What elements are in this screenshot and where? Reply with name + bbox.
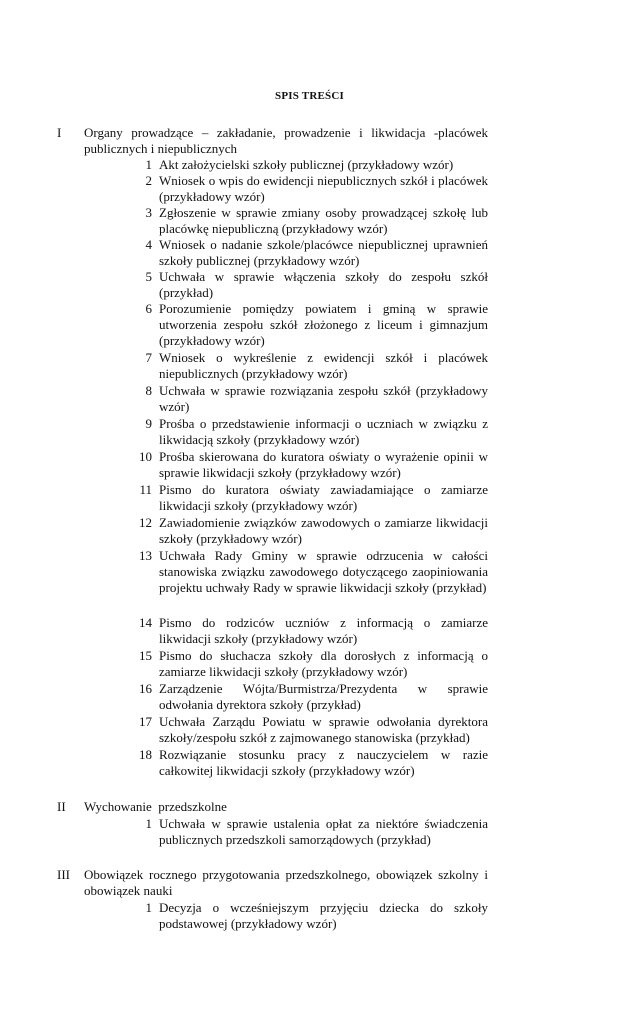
item-text: Wniosek o wpis do ewidencji niepublicznych szkół i placówek (przykładowy wzór) — [159, 173, 488, 204]
section-title: Wychowanie przedszkolne — [84, 799, 227, 814]
item-text: Uchwała w sprawie rozwiązania zespołu szkół (przykładowy wzór) — [159, 383, 488, 414]
toc-item — [130, 173, 488, 205]
item-text: Uchwała w sprawie włączenia szkoły do zespołu szkół (przykład) — [159, 269, 488, 300]
item-text: Pismo do rodziców uczniów z informacją o zamiarze likwidacji szkoły (przykładowy wzór) — [159, 615, 488, 646]
item-text: Zgłoszenie w sprawie zmiany osoby prowadzącej szkołę lub placówkę niepubliczną (przykładowy wzór) — [159, 205, 488, 236]
item-number: 18 — [139, 747, 152, 762]
toc-item — [130, 383, 488, 415]
item-number: 1 — [145, 157, 152, 172]
item-text: Zawiadomienie związków zawodowych o zamiarze likwidacji szkoły (przykładowy wzór) — [159, 515, 488, 546]
toc-item — [130, 416, 488, 448]
item-number: 2 — [145, 173, 152, 188]
item-text: Wniosek o wykreślenie z ewidencji szkół i placówek niepublicznych (przykładowy wzór) — [159, 350, 488, 381]
item-text: Uchwała w sprawie ustalenia opłat za niektóre świadczenia publicznych przedszkoli samorządowych (przykład) — [159, 816, 488, 847]
item-text: Prośba skierowana do kuratora oświaty o wyrażenie opinii w sprawie likwidacji szkoły (przykładowy wzór) — [159, 449, 488, 480]
item-text: Wniosek o nadanie szkole/placówce niepublicznej uprawnień szkoły publicznej (przykładowy wzór) — [159, 237, 488, 268]
item-number: 4 — [145, 237, 152, 252]
item-number: 1 — [145, 816, 152, 831]
toc-item — [130, 900, 488, 932]
item-number: 15 — [139, 648, 152, 663]
item-text: Pismo do słuchacza szkoły dla dorosłych z informacją o zamiarze likwidacji szkoły (przykładowy wzór) — [159, 648, 488, 679]
toc-item — [130, 747, 488, 779]
item-number: 11 — [139, 482, 152, 497]
item-number: 3 — [145, 205, 152, 220]
item-number: 16 — [139, 681, 152, 696]
item-number: 9 — [145, 416, 152, 431]
item-number: 13 — [139, 548, 152, 563]
section-number: II — [57, 799, 66, 814]
item-number: 1 — [145, 900, 152, 915]
item-number: 14 — [139, 615, 152, 630]
item-text: Rozwiązanie stosunku pracy z nauczycielem w razie całkowitej likwidacji szkoły (przykładowy wzór) — [159, 747, 488, 778]
toc-item — [130, 548, 488, 596]
item-number: 8 — [145, 383, 152, 398]
section-number: III — [57, 867, 70, 882]
toc-item — [130, 615, 488, 647]
section-title: Organy prowadzące – zakładanie, prowadzenie i likwidacja -placówek publicznych i niepublicznych — [84, 125, 488, 156]
page-title: SPIS TREŚCI — [275, 90, 344, 102]
toc-item — [130, 449, 488, 481]
item-text: Porozumienie pomiędzy powiatem i gminą w sprawie utworzenia zespołu szkół złożonego z liceum i gimnazjum (przykładowy wzór) — [159, 301, 488, 348]
item-number: 5 — [145, 269, 152, 284]
toc-item — [130, 816, 488, 848]
item-number: 12 — [139, 515, 152, 530]
item-number: 6 — [145, 301, 152, 316]
toc-item — [130, 648, 488, 680]
section-title: Obowiązek rocznego przygotowania przedszkolnego, obowiązek szkolny i obowiązek nauki — [84, 867, 488, 898]
item-text: Uchwała Rady Gminy w sprawie odrzucenia w całości stanowiska związku zawodowego dotyczącego zaopiniowania projektu uchwały Rady w sprawie likwidacji szkoły (przykład) — [159, 548, 488, 595]
item-number: 17 — [139, 714, 152, 729]
item-text: Akt założycielski szkoły publicznej (przykładowy wzór) — [159, 157, 454, 172]
toc-item — [130, 205, 488, 237]
toc-item — [130, 681, 488, 713]
section-number: I — [57, 125, 62, 140]
item-text: Uchwała Zarządu Powiatu w sprawie odwołania dyrektora szkoły/zespołu szkół z zajmowanego stanowiska (przykład) — [159, 714, 488, 745]
toc-item — [130, 350, 488, 382]
toc-item — [130, 714, 488, 746]
toc-item — [130, 515, 488, 547]
item-number: 7 — [145, 350, 152, 365]
toc-item — [130, 157, 488, 173]
item-number: 10 — [139, 449, 152, 464]
item-text: Zarządzenie Wójta/Burmistrza/Prezydenta w sprawie odwołania dyrektora szkoły (przykład) — [159, 681, 488, 712]
item-text: Prośba o przedstawienie informacji o uczniach w związku z likwidacją szkoły (przykładowy wzór) — [159, 416, 488, 447]
toc-item — [130, 301, 488, 349]
toc-item — [130, 269, 488, 301]
item-text: Decyzja o wcześniejszym przyjęciu dziecka do szkoły podstawowej (przykładowy wzór) — [159, 900, 488, 931]
toc-item — [130, 237, 488, 269]
toc-item — [130, 482, 488, 514]
item-text: Pismo do kuratora oświaty zawiadamiające o zamiarze likwidacji szkoły (przykładowy wzór) — [159, 482, 488, 513]
